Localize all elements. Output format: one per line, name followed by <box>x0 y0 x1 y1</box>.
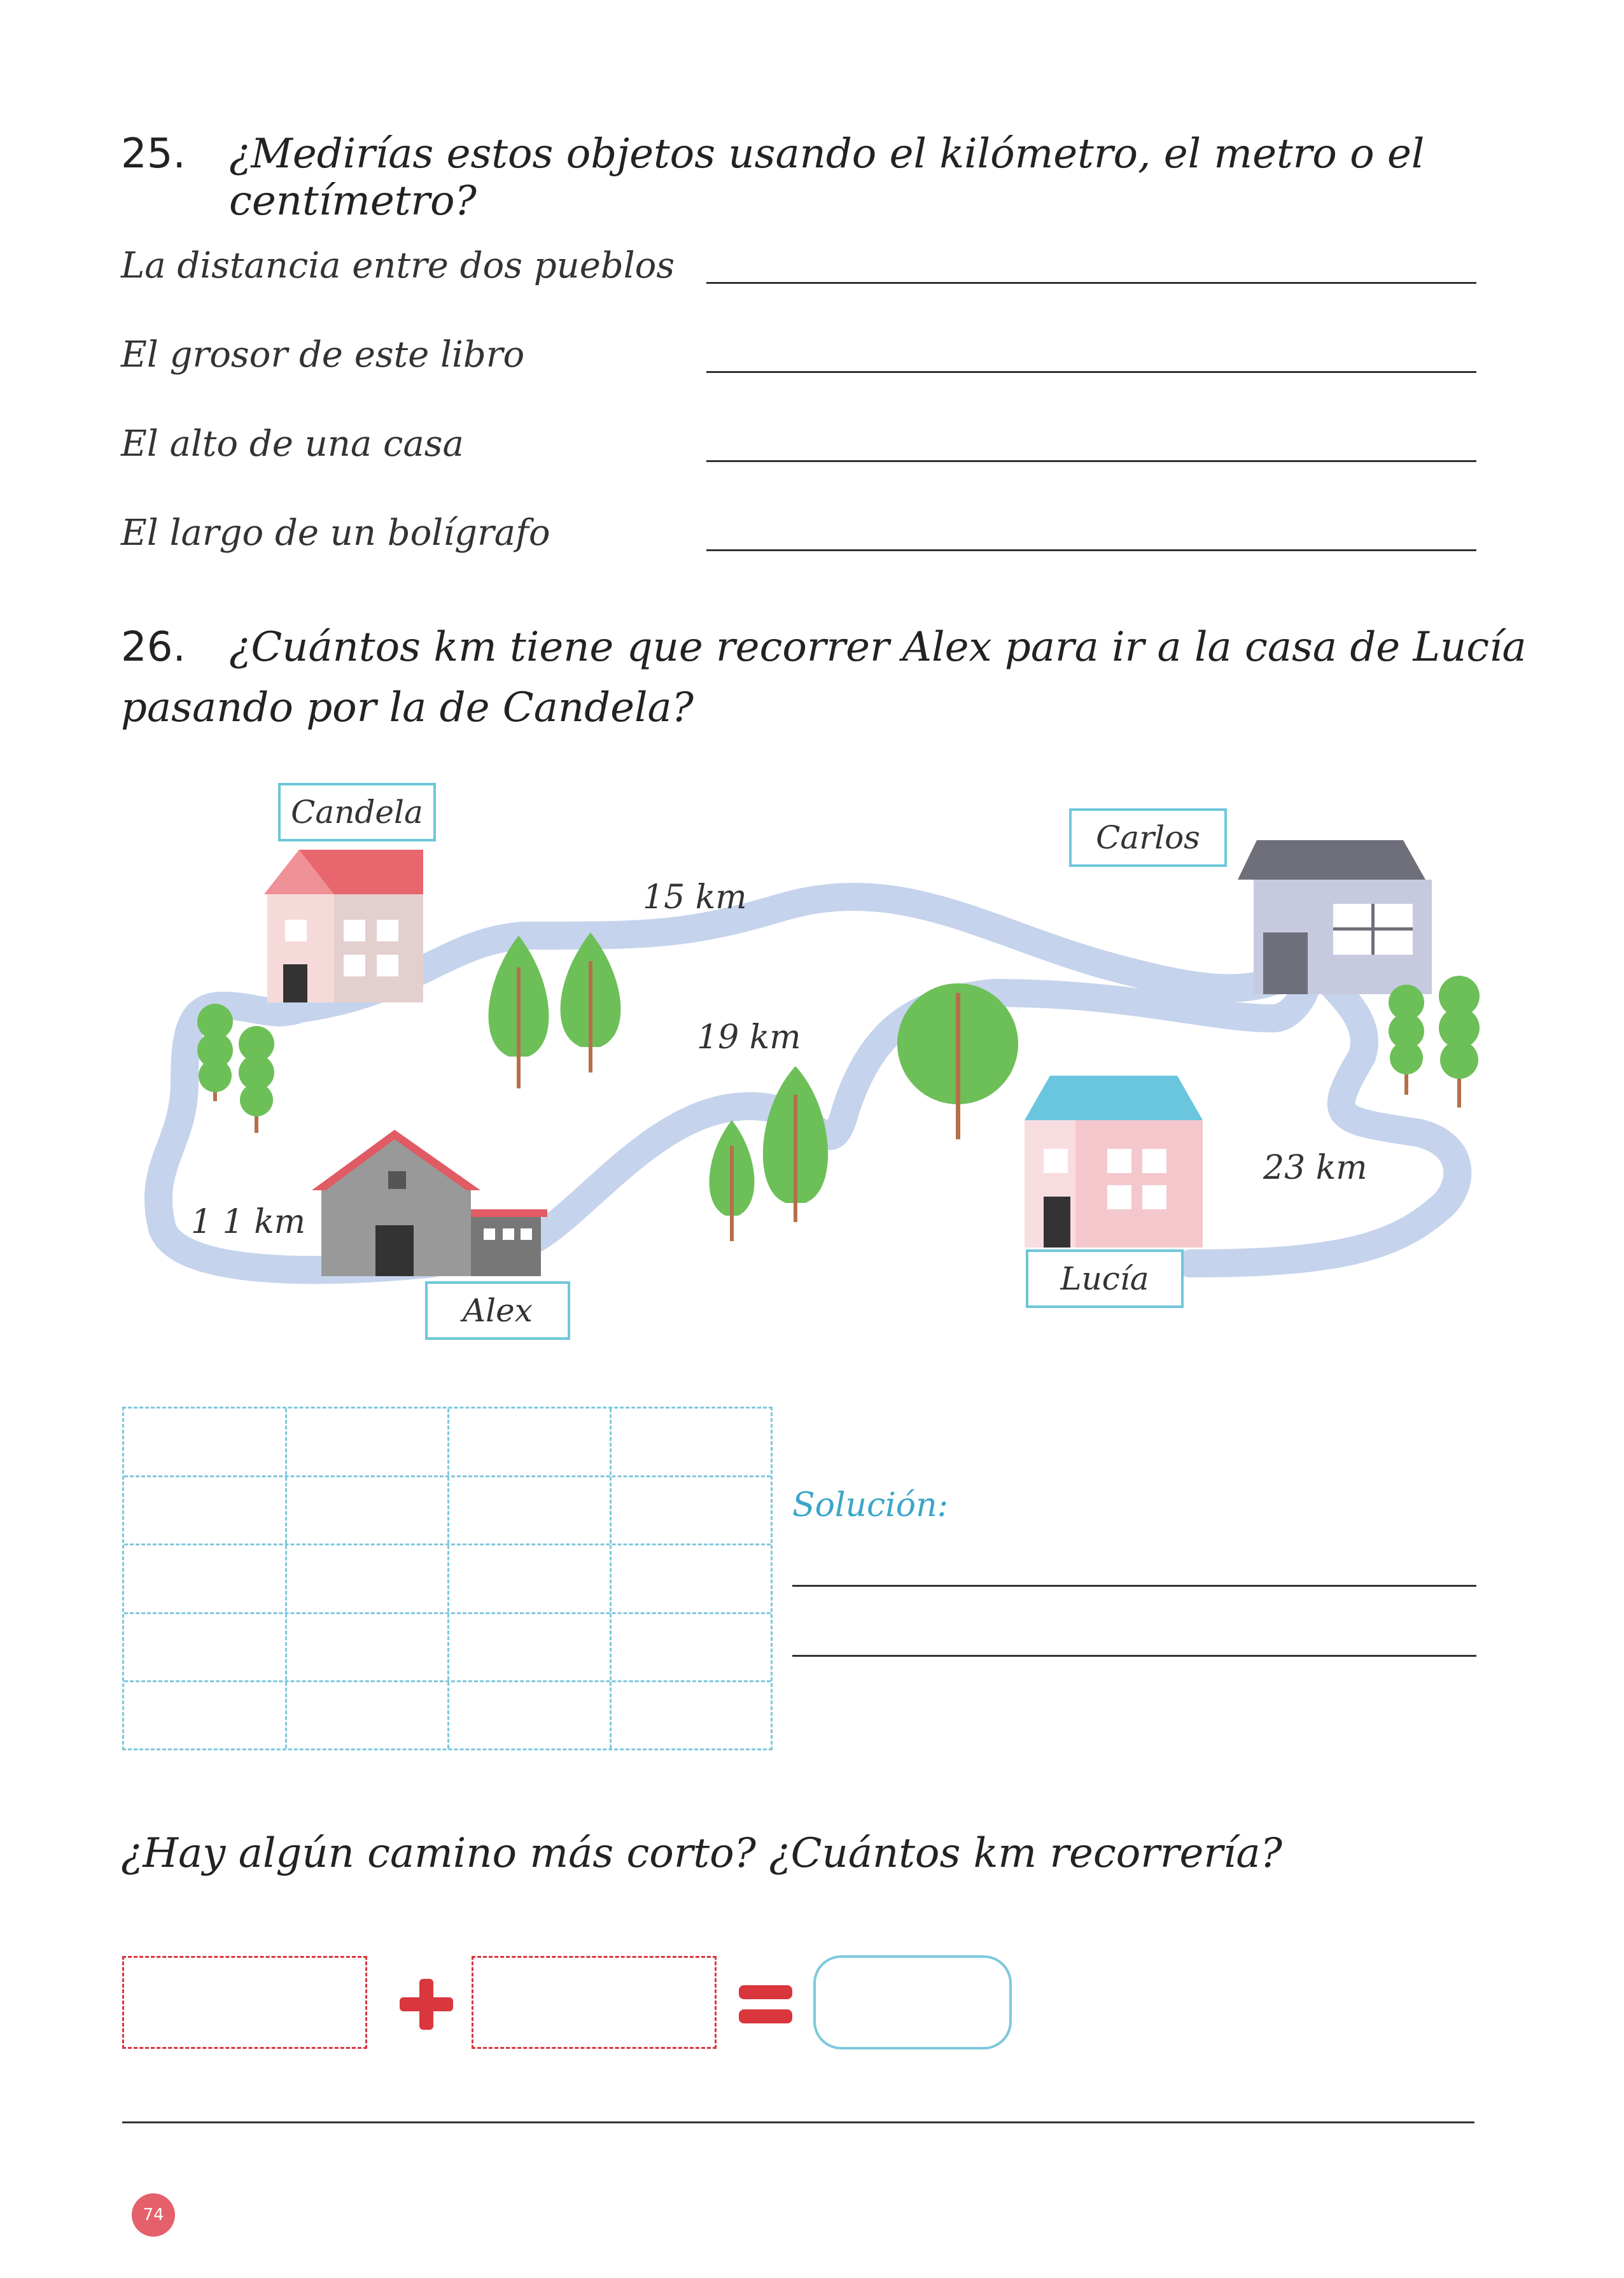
lucia-house <box>1025 1076 1203 1248</box>
question-26-text-line1: ¿Cuántos km tiene que recorrer Alex para ir a la casa de Lucía <box>229 624 1527 671</box>
equals-icon <box>737 1981 794 2032</box>
map-label-lucia: Lucía <box>1026 1249 1184 1308</box>
grid-line <box>124 1543 771 1545</box>
result-box[interactable] <box>813 1955 1012 2049</box>
grid-line <box>124 1612 771 1614</box>
plus-icon <box>398 1978 455 2031</box>
carlos-house <box>1238 840 1432 994</box>
grid-line <box>447 1409 449 1748</box>
tree-group-cone-top <box>489 932 621 1088</box>
grid-line <box>285 1409 287 1748</box>
distance-carlos-lucia: 23 km <box>1263 1149 1368 1187</box>
tree-group-small-right <box>1389 976 1480 1107</box>
question-25-number: 25. <box>121 130 186 178</box>
distance-alex-carlos: 19 km <box>697 1018 801 1057</box>
q25-item-4-label: El largo de un bolígrafo <box>121 512 550 554</box>
final-answer-line[interactable] <box>122 2121 1474 2123</box>
solution-label: Solución: <box>792 1486 949 1524</box>
grid-line <box>610 1409 612 1748</box>
tree-group-cone-middle <box>710 1066 829 1241</box>
page-number: 74 <box>132 2193 175 2237</box>
question-26-number: 26. <box>121 624 186 671</box>
shorter-path-question: ¿Hay algún camino más corto? ¿Cuántos km recorrería? <box>121 1830 1282 1877</box>
question-25-text: ¿Medirías estos objetos usando el kilómetro, el metro o el centímetro? <box>229 130 1425 225</box>
question-26-text-line2: pasando por la de Candela? <box>121 684 694 731</box>
distance-candela-carlos: 15 km <box>643 878 747 917</box>
q25-item-1-label: La distancia entre dos pueblos <box>121 245 675 286</box>
candela-house <box>264 850 423 1002</box>
map-label-alex: Alex <box>425 1281 570 1340</box>
map-label-candela: Candela <box>278 783 436 841</box>
solution-answer-line-1[interactable] <box>792 1585 1476 1587</box>
q25-item-3-label: El alto de una casa <box>121 423 464 465</box>
addend-box-1[interactable] <box>122 1956 367 2049</box>
solution-answer-line-2[interactable] <box>792 1655 1476 1657</box>
alex-house <box>312 1130 547 1276</box>
grid-line <box>124 1680 771 1682</box>
addend-box-2[interactable] <box>472 1956 717 2049</box>
q25-item-2-label: El grosor de este libro <box>121 334 525 376</box>
distance-alex-candela: 1 1 km <box>191 1203 306 1241</box>
tree-round-middle <box>897 983 1018 1139</box>
map-label-carlos: Carlos <box>1069 808 1227 867</box>
calculation-grid[interactable] <box>122 1407 773 1750</box>
grid-line <box>124 1475 771 1477</box>
